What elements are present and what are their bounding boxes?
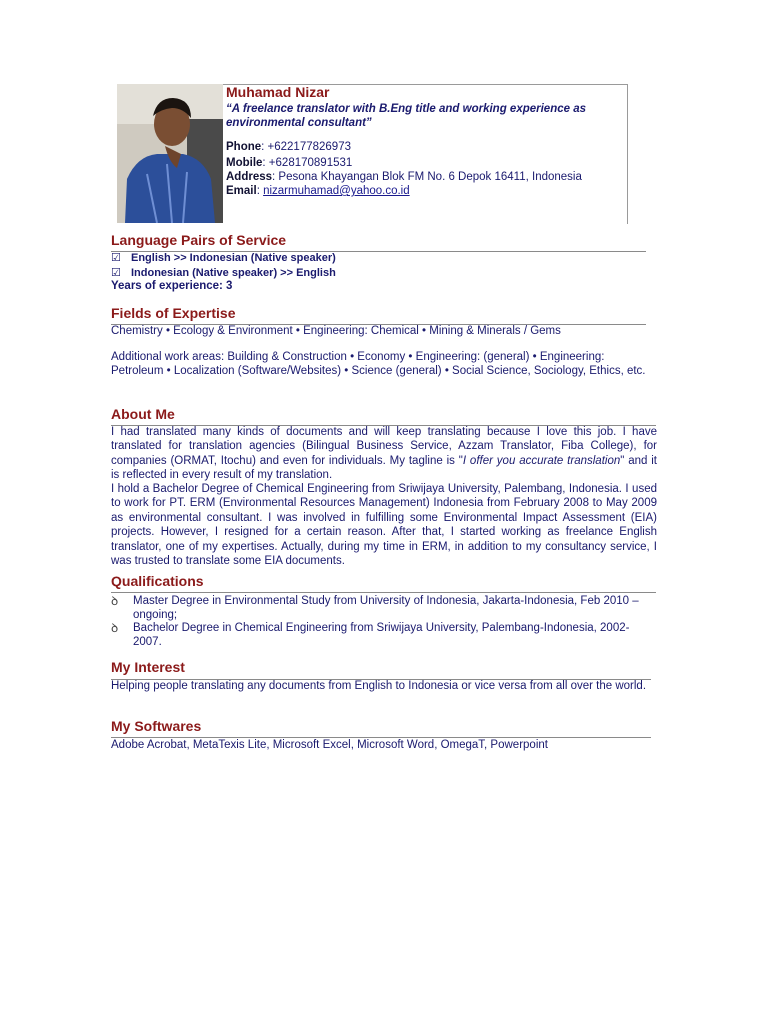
- email-separator: :: [256, 185, 264, 197]
- softwares-section-title: My Softwares: [111, 718, 202, 734]
- about-section-title: About Me: [111, 406, 175, 422]
- phone-label: Phone: [226, 141, 262, 153]
- email-line: [226, 184, 410, 198]
- language-pair-label: Indonesian (Native speaker) >> English: [131, 267, 336, 279]
- language-pair-item: [111, 251, 336, 264]
- address-value: : Pesona Khayangan Blok FM No. 6 Depok 16411, Indonesia: [272, 171, 582, 183]
- address-label: Address: [226, 171, 273, 183]
- mobile-line: [226, 156, 352, 170]
- qualification-text: Bachelor Degree in Chemical Engineering from Sriwijaya University, Palembang-Indonesia, 2002-2007.: [133, 622, 630, 648]
- about-text-a: I had translated many kinds of documents and will keep translating because I love this job. I have translated for translation agencies (Bilingual Business Service, Azzam Translator, Fiba College), for companies (ORMAT, Itochu) and even for individuals. My tagline is ": [111, 426, 657, 467]
- profile-photo: [117, 84, 223, 223]
- qualification-text: Master Degree in Environmental Study from University of Indonesia, Jakarta-Indonesia, Feb 2010 – ongoing;: [133, 595, 639, 621]
- interest-text: Helping people translating any documents from English to Indonesia or vice versa from all over the world.: [111, 680, 647, 692]
- about-paragraph-2: I hold a Bachelor Degree of Chemical Engineering from Sriwijaya University, Palembang, Indonesia. I used to work for PT. ERM (Environmental Resources Management) Indonesia from February 2008 to May 2009 as environmental consultant. I was involved in fulfilling some Environmental Impact Assessment (EIA) projects. However, I resigned for a certain reason. After that, I started working as freelance English translator, one of my expertises. Actually, during my time in ERM, in addition to my consultancy service, I was trusted to translate some EIA documents.: [111, 483, 657, 568]
- language-pair-item: [111, 266, 336, 279]
- email-link[interactable]: nizarmuhamad@yahoo.co.id: [263, 185, 410, 197]
- bullet-icon: ꝺ: [111, 621, 119, 635]
- language-section-title: Language Pairs of Service: [111, 232, 287, 248]
- profile-name: Muhamad Nizar: [226, 84, 330, 100]
- interest-section-title: My Interest: [111, 659, 185, 675]
- years-experience: Years of experience: 3: [111, 280, 233, 292]
- fields-additional-text: Additional work areas: Building & Construction • Economy • Engineering: (general) • Engineering: Petroleum • Localization (Software/Websites) • Science (general) • Social Science, Sociology, Ethics, etc.: [111, 351, 646, 378]
- mobile-value: : +628170891531: [262, 157, 353, 169]
- about-text-b: " and it is reflected in every result of my translation.: [111, 454, 657, 482]
- checkbox-icon: ☑: [111, 267, 121, 279]
- about-tagline-text: I offer you accurate translation: [462, 454, 621, 467]
- profile-tagline: “A freelance translator with B.Eng title and working experience as environmental consultant”: [226, 103, 587, 129]
- phone-value: : +622177826973: [261, 141, 351, 153]
- about-paragraph-1: [111, 425, 657, 483]
- softwares-text: Adobe Acrobat, MetaTexis Lite, Microsoft Excel, Microsoft Word, OmegaT, Powerpoint: [111, 739, 548, 751]
- mobile-label: Mobile: [226, 157, 263, 169]
- language-pair-label: English >> Indonesian (Native speaker): [131, 252, 336, 264]
- email-label: Email: [226, 185, 257, 197]
- bullet-icon: ꝺ: [111, 594, 119, 608]
- checkbox-icon: ☑: [111, 252, 121, 264]
- qualifications-divider: [111, 592, 656, 593]
- fields-section-title: Fields of Expertise: [111, 305, 236, 321]
- address-line: [226, 170, 582, 184]
- qualifications-section-title: Qualifications: [111, 573, 204, 589]
- phone-line: [226, 140, 351, 154]
- fields-main-text: Chemistry • Ecology & Environment • Engineering: Chemical • Mining & Minerals / Gems: [111, 325, 561, 337]
